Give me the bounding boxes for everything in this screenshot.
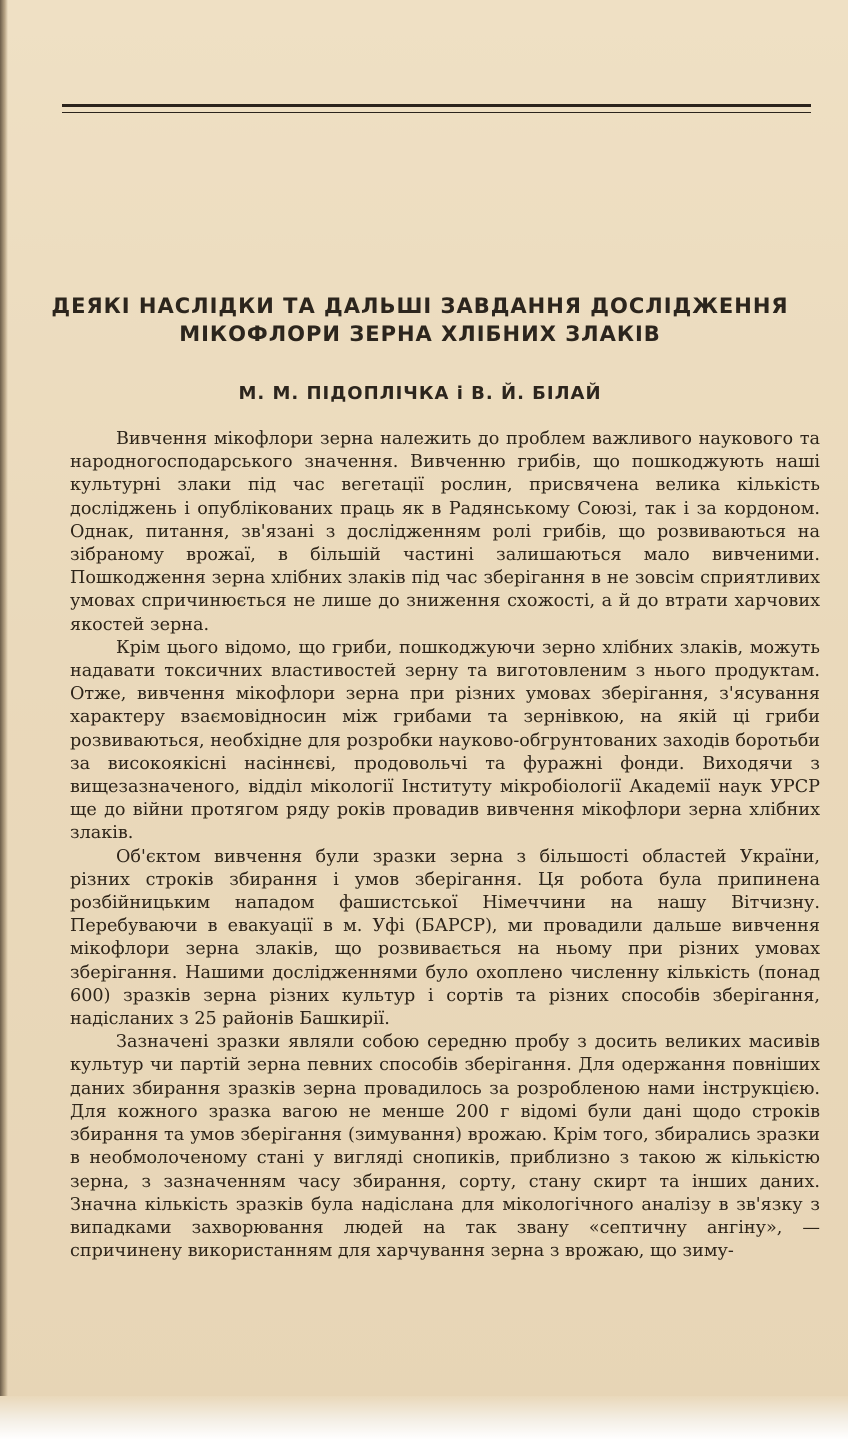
paragraph-1: Вивчення мікофлори зерна належить до проблем важливого наукового та народногосподарського значення. Вивченню грибів, що пошкоджують наші культурні злаки під час вегетації рослин, присвячена велика кількість досліджень і опублікованих праць як в Радянському Союзі, так і за кордоном. Однак, питання, зв'язані з дослідженням ролі грибів, що розвиваються на зібраному врожаї, в більшій частині залишаються мало вивченими. Пошкодження зерна хлібних злаків під час зберігання в не зовсім сприятливих умовах спричинюється не лише до зниження схожості, а й до втрати харчових якостей зерна. xyxy=(70,429,820,635)
header-double-rule xyxy=(62,104,811,113)
article-title-line-2: МІКОФЛОРИ ЗЕРНА ХЛІБНИХ ЗЛАКІВ xyxy=(179,322,661,346)
paragraph-3: Об'єктом вивчення були зразки зерна з більшості областей України, різних строків збирання і умов зберігання. Ця робота була припинена розбійницьким нападом фашистської Німеччини на нашу Вітчизну. Перебуваючи в евакуації в м. Уфі (БАРСР), ми провадили дальше вивчення мікофлори зерна злаків, що розвивається на ньому при різних умовах зберігання. Нашими дослідженнями було охоплено численну кількість (понад 600) зразків зерна різних культур і сортів та різних способів зберігання, надісланих з 25 районів Башкирії. xyxy=(70,846,820,1030)
scan-bottom-margin xyxy=(0,1396,848,1440)
page-binding-shadow xyxy=(0,0,8,1440)
paragraph-4: Зазначені зразки являли собою середню пробу з досить великих масивів культур чи партій зерна певних способів зберігання. Для одержання повніших даних збирання зразків зерна провадилось за розробленою нами інструкцією. Для кожного зразка вагою не менше 200 г відомі були дані щодо строків збирання та умов зберігання (зимування) врожаю. Крім того, збирались зразки в необмолоченому стані у вигляді снопиків, приблизно з такою ж кількістю зерна, з зазначенням часу збирання, сорту, стану скирт та інших даних. Значна кількість зразків була надіслана для мікологічного аналізу в зв'язку з випадками захворювання людей на так звану «септичну ангіну», — спричинену використанням для харчування зерна з врожаю, що зиму- xyxy=(70,1032,820,1262)
article-authors: М. М. ПІДОПЛІЧКА і В. Й. БІЛАЙ xyxy=(238,383,602,404)
article-body xyxy=(70,428,820,1263)
paragraph-2: Крім цього відомо, що гриби, пошкоджуючи зерно хлібних злаків, можуть надавати токсичних властивостей зерну та виготовленим з нього продуктам. Отже, вивчення мікофлори зерна при різних умовах зберігання, з'ясування характеру взаємовідносин між грибами та зернівкою, на якій ці гриби розвиваються, необхідне для розробки науково-обгрунтованих заходів боротьби за високоякісні насіннєві, продовольчі та фуражні фонди. Виходячи з вищезазначеного, відділ мікології Інституту мікробіології Академії наук УРСР ще до війни протягом ряду років провадив вивчення мікофлори зерна хлібних злаків. xyxy=(70,637,820,844)
article-title-line-1: ДЕЯКІ НАСЛІДКИ ТА ДАЛЬШІ ЗАВДАННЯ ДОСЛІДЖЕННЯ xyxy=(51,294,789,318)
article-title xyxy=(40,292,800,348)
